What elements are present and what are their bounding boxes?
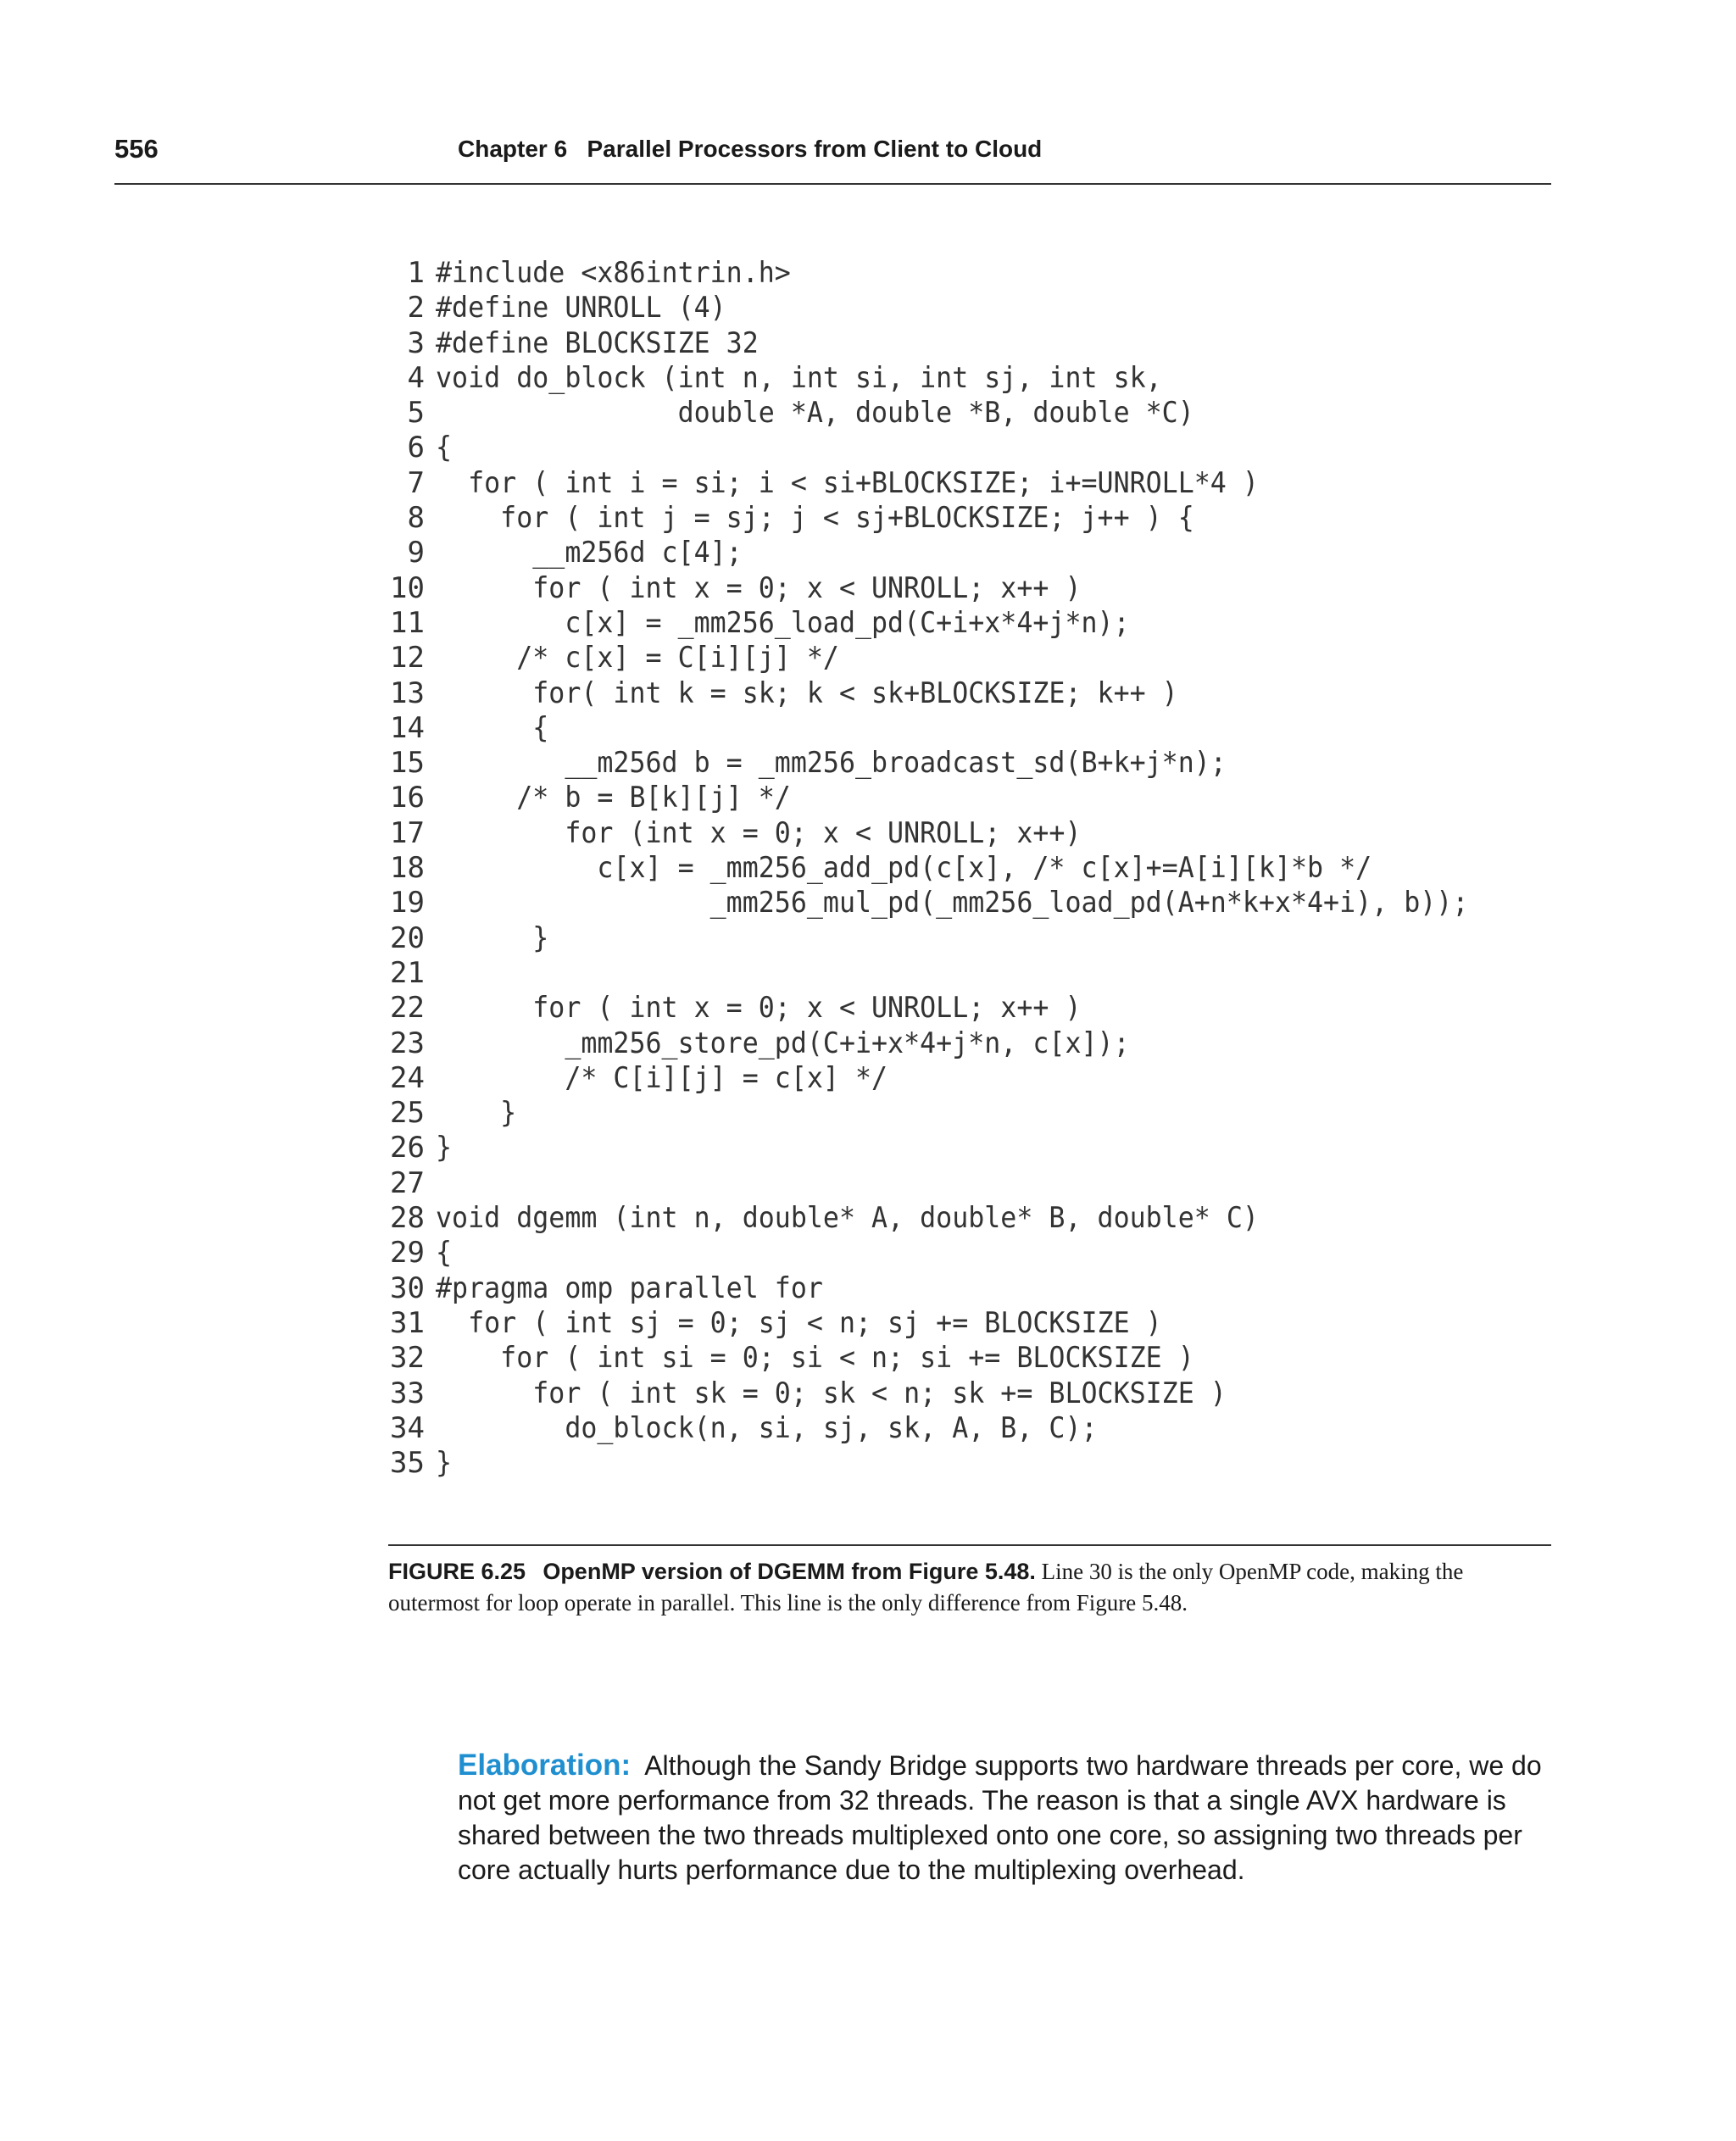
- line-number: 19: [390, 886, 425, 920]
- line-number: 30: [390, 1271, 425, 1305]
- line-number: 33: [390, 1376, 425, 1410]
- line-code: #pragma omp parallel for: [436, 1271, 823, 1305]
- code-line: [386, 641, 1547, 676]
- line-number: 34: [390, 1410, 425, 1445]
- line-number: 7: [407, 465, 425, 500]
- code-line: [386, 956, 1547, 991]
- line-number: 6: [407, 431, 425, 465]
- line-number: 4: [407, 360, 425, 395]
- line-code: c[x] = _mm256_load_pd(C+i+x*4+j*n);: [436, 605, 1130, 640]
- line-code: for ( int x = 0; x < UNROLL; x++ ): [436, 991, 1082, 1026]
- line-code: for( int k = sk; k < sk+BLOCKSIZE; k++ ): [436, 676, 1178, 710]
- code-line: [386, 816, 1547, 851]
- line-number: 16: [390, 781, 425, 815]
- line-code: for ( int x = 0; x < UNROLL; x++ ): [436, 570, 1082, 605]
- line-code: }: [436, 1131, 453, 1165]
- code-line: [386, 326, 1547, 361]
- line-code: /* C[i][j] = c[x] */: [436, 1060, 888, 1095]
- line-number: 18: [390, 851, 425, 886]
- line-code: for ( int i = si; i < si+BLOCKSIZE; i+=UNROLL*4 ): [436, 465, 1259, 500]
- line-code: /* b = B[k][j] */: [436, 781, 791, 815]
- line-code: void do_block (int n, int si, int sj, int sk,: [436, 360, 1162, 395]
- line-code: __m256d b = _mm256_broadcast_sd(B+k+j*n);: [436, 746, 1227, 781]
- line-number: 35: [390, 1446, 425, 1481]
- line-code: #define BLOCKSIZE 32: [436, 325, 759, 360]
- line-number: 5: [407, 396, 425, 431]
- line-code: for (int x = 0; x < UNROLL; x++): [436, 815, 1082, 850]
- elaboration-text: Although the Sandy Bridge supports two hardware threads per core, we do not get more performance from 32 threads. The reason is that a single AVX hardware is shared between the two threads multiplexed onto one core, so assigning two threads per core actually hurts performance due to the multiplexing overhead.: [458, 1750, 1542, 1885]
- line-number: 2: [407, 291, 425, 325]
- code-line: [386, 291, 1547, 325]
- code-line: [386, 606, 1547, 641]
- code-line: [386, 1271, 1547, 1306]
- code-line: [386, 361, 1547, 396]
- line-code: do_block(n, si, sj, sk, A, B, C);: [436, 1410, 1098, 1445]
- code-line: [386, 921, 1547, 956]
- running-head: [114, 129, 1551, 185]
- line-number: 1: [407, 256, 425, 290]
- code-line: [386, 746, 1547, 781]
- line-code: for ( int j = sj; j < sj+BLOCKSIZE; j++ ) {: [436, 501, 1194, 536]
- code-line: [386, 1411, 1547, 1446]
- line-code: for ( int si = 0; si < n; si += BLOCKSIZE ): [436, 1341, 1194, 1376]
- line-number: 3: [407, 325, 425, 360]
- line-number: 20: [390, 920, 425, 955]
- line-code: }: [436, 920, 549, 955]
- line-code: for ( int sj = 0; sj < n; sj += BLOCKSIZE ): [436, 1305, 1162, 1340]
- code-line: [386, 1131, 1547, 1165]
- line-number: 12: [390, 641, 425, 676]
- line-number: 21: [390, 955, 425, 990]
- code-listing: [386, 256, 1547, 1481]
- code-line: [386, 711, 1547, 746]
- code-line: [386, 571, 1547, 606]
- code-line: [386, 781, 1547, 815]
- line-code: c[x] = _mm256_add_pd(c[x], /* c[x]+=A[i][k]*b */: [436, 851, 1372, 886]
- code-line: [386, 1166, 1547, 1201]
- line-number: 9: [407, 536, 425, 570]
- code-line: [386, 536, 1547, 570]
- line-code: _mm256_mul_pd(_mm256_load_pd(A+n*k+x*4+i), b));: [436, 886, 1469, 920]
- code-line: [386, 396, 1547, 431]
- code-line: [386, 991, 1547, 1026]
- code-line: [386, 1446, 1547, 1481]
- code-line: [386, 676, 1547, 711]
- line-number: 17: [390, 815, 425, 850]
- line-number: 22: [390, 991, 425, 1026]
- line-code: }: [436, 1096, 517, 1131]
- line-number: 29: [390, 1236, 425, 1271]
- figure-label: FIGURE 6.25: [388, 1559, 526, 1584]
- code-line: [386, 1061, 1547, 1096]
- line-number: 24: [390, 1060, 425, 1095]
- line-number: 15: [390, 746, 425, 781]
- line-number: 27: [390, 1165, 425, 1200]
- page-number: 556: [114, 134, 159, 164]
- line-code: /* c[x] = C[i][j] */: [436, 641, 839, 676]
- code-line: [386, 1236, 1547, 1271]
- figure-title: OpenMP version of DGEMM from Figure 5.48.: [542, 1559, 1036, 1584]
- line-code: }: [436, 1446, 453, 1481]
- elaboration-label: Elaboration:: [458, 1749, 632, 1782]
- code-line: [386, 431, 1547, 465]
- code-line: [386, 1026, 1547, 1061]
- chapter-title: Chapter 6 Parallel Processors from Client to Cloud: [458, 136, 1043, 162]
- line-number: 23: [390, 1026, 425, 1060]
- figure-text: Line 30 is the only OpenMP code, making the outermost for loop operate in parallel. This line is the only difference from Figure 5.48.: [388, 1559, 1464, 1615]
- code-line: [386, 1306, 1547, 1341]
- line-number: 25: [390, 1096, 425, 1131]
- line-code: double *A, double *B, double *C): [436, 396, 1194, 431]
- line-number: 13: [390, 676, 425, 710]
- line-code: __m256d c[4];: [436, 536, 743, 570]
- code-line: [386, 1201, 1547, 1236]
- line-code: {: [436, 431, 453, 465]
- line-code: {: [436, 1236, 453, 1271]
- code-line: [386, 1341, 1547, 1376]
- code-line: [386, 1376, 1547, 1411]
- elaboration-paragraph: [458, 1748, 1553, 1888]
- line-number: 32: [390, 1341, 425, 1376]
- line-code: _mm256_store_pd(C+i+x*4+j*n, c[x]);: [436, 1026, 1130, 1060]
- line-code: for ( int sk = 0; sk < n; sk += BLOCKSIZE ): [436, 1376, 1227, 1410]
- line-number: 14: [390, 710, 425, 745]
- line-number: 26: [390, 1131, 425, 1165]
- line-number: 8: [407, 501, 425, 536]
- line-code: #include <x86intrin.h>: [436, 256, 791, 290]
- line-number: 31: [390, 1305, 425, 1340]
- code-line: [386, 501, 1547, 536]
- line-code: {: [436, 710, 549, 745]
- line-code: #define UNROLL (4): [436, 291, 726, 325]
- code-line: [386, 256, 1547, 291]
- figure-caption: [388, 1544, 1551, 1619]
- line-number: 28: [390, 1201, 425, 1236]
- code-line: [386, 1096, 1547, 1131]
- code-line: [386, 851, 1547, 886]
- line-number: 10: [390, 570, 425, 605]
- code-line: [386, 466, 1547, 501]
- line-code: void dgemm (int n, double* A, double* B, double* C): [436, 1201, 1259, 1236]
- code-line: [386, 886, 1547, 920]
- line-number: 11: [390, 605, 425, 640]
